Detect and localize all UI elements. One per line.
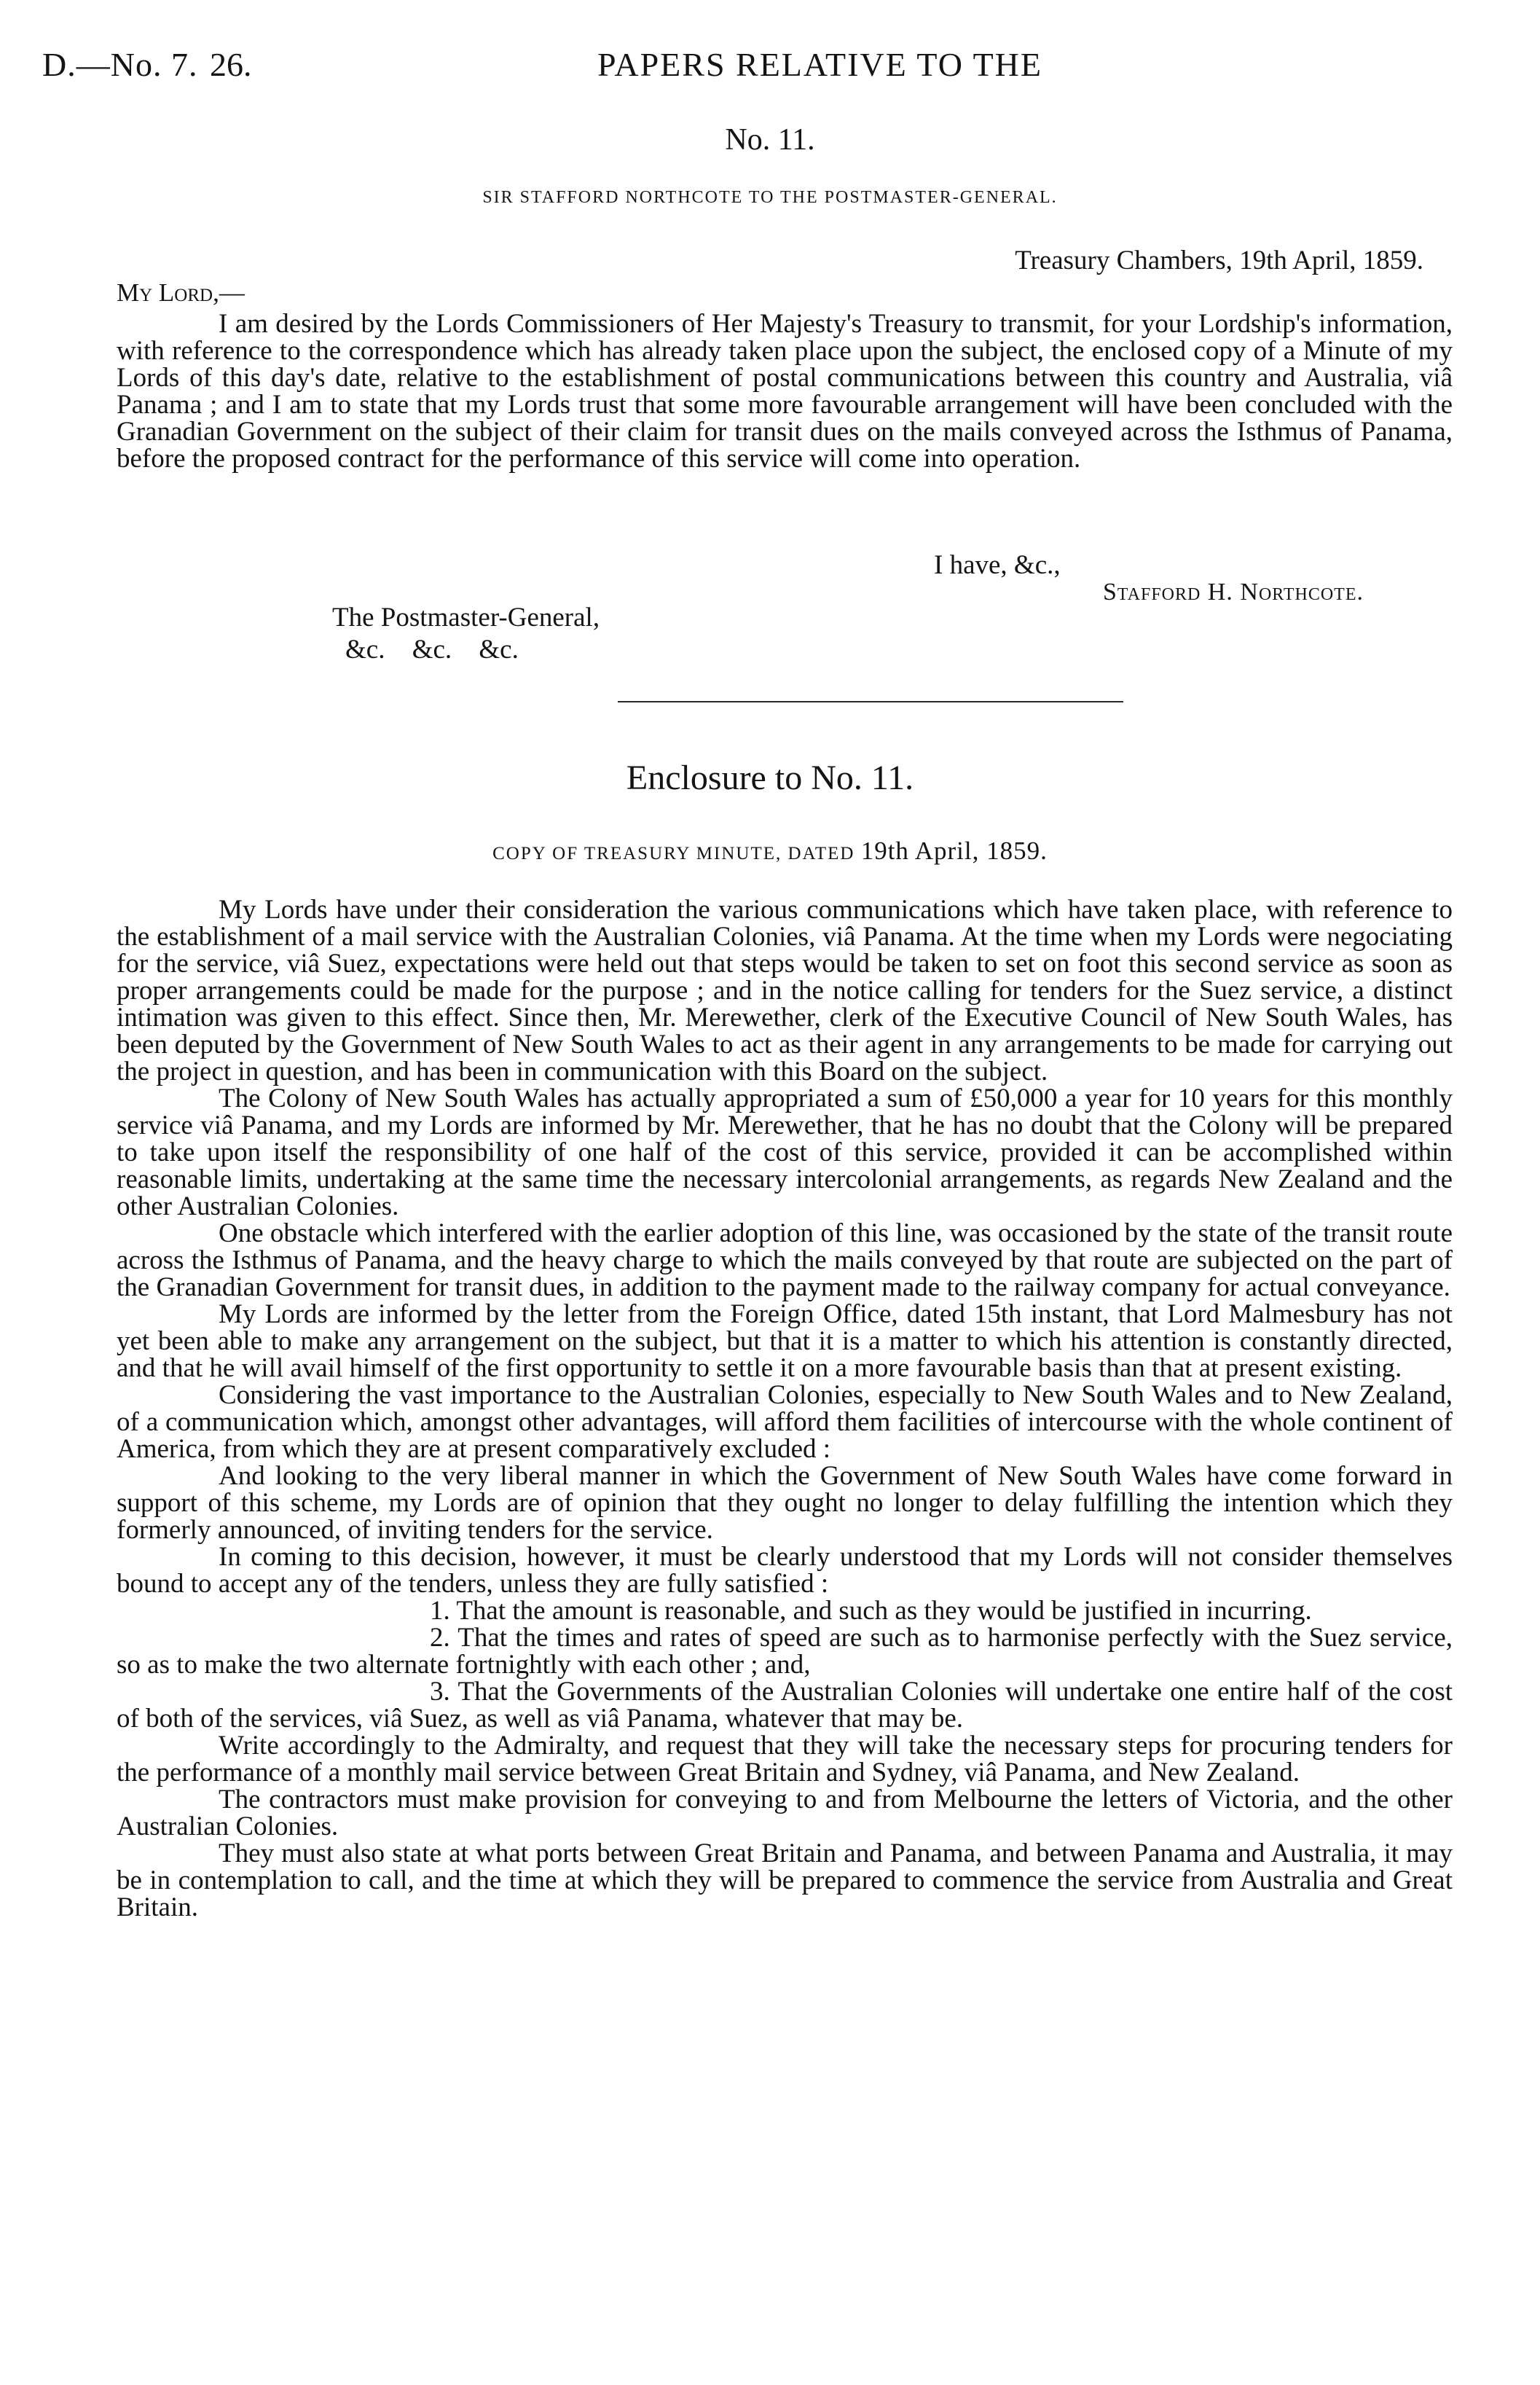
letter-salutation: My Lord,— (117, 278, 245, 307)
letter-signoff: I have, &c., (934, 550, 1061, 580)
minute-heading-prefix: COPY OF TREASURY MINUTE, DATED (492, 844, 855, 863)
minute-body (117, 896, 1453, 1921)
minute-paragraph: One obstacle which interfered with the earlier adoption of this line, was occasioned by the state of the transit route across the Isthmus of Panama, and the heavy charge to which the mails conveyed by that route are subjected on the part of the Granadian Government for transit dues, in addition to the payment made to the railway company for actual conveyance. (117, 1218, 1453, 1302)
minute-paragraph: And looking to the very liberal manner in which the Government of New South Wales have come forward in support of this scheme, my Lords are of opinion that they ought no longer to delay fulfilling the intention which they formerly announced, of inviting tenders for the service. (117, 1461, 1453, 1545)
minute-paragraph: The contractors must make provision for conveying to and from Melbourne the letters of Victoria, and the other Australian Colonies. (117, 1785, 1453, 1841)
minute-paragraph: In coming to this decision, however, it must be clearly understood that my Lords will not consider themselves bound to accept any of the tenders, unless they are fully satisfied : (117, 1542, 1453, 1599)
minute-paragraph: Considering the vast importance to the Australian Colonies, especially to New South Wales and to New Zealand, of a communication which, amongst other advantages, will afford them facilities of intercourse with the whole continent of America, from which they are at present comparatively excluded : (117, 1380, 1453, 1464)
series-number: D.—No. 7. (42, 46, 198, 83)
minute-paragraph: My Lords have under their consideration the various communications which have taken place, with reference to the establishment of a mail service with the Australian Colonies, viâ Panama. At the time when my Lords were negociating for the service, viâ Suez, expectations were held out that steps would be taken to set on foot this second service as soon as proper arrangements could be made for the purpose ; and in the notice calling for tenders for the Suez service, a distinct intimation was given to this effect. Since then, Mr. Merewether, clerk of the Executive Council of New South Wales, has been deputed by the Government of New South Wales to act as their agent in any arrangements to be made for carrying out the project in question, and has been in communication with this Board on the subject. (117, 895, 1453, 1086)
letter-addressee-etc: &c. &c. &c. (345, 635, 519, 665)
minute-heading-date: 19th April, 1859. (860, 837, 1048, 865)
letter-signature: Stafford H. Northcote. (1103, 579, 1364, 606)
minute-paragraph: They must also state at what ports between Great Britain and Panama, and between Panama and Australia, it may be in contemplation to call, and the time at which they will be prepared to commence the service from Australia and Great Britain. (117, 1838, 1453, 1922)
letter-heading: SIR STAFFORD NORTHCOTE TO THE POSTMASTER-GENERAL. (482, 188, 1058, 207)
minute-paragraph: My Lords are informed by the letter from the Foreign Office, dated 15th instant, that Lord Malmesbury has not yet been able to make any arrangement on the subject, but that it is a matter to which his attention is constantly directed, and that he will avail himself of the first opportunity to settle it on a more favourable basis than that at present existing. (117, 1299, 1453, 1383)
minute-heading (0, 837, 1540, 866)
letter-number: No. 11. (725, 123, 815, 157)
letter-dateline: Treasury Chambers, 19th April, 1859. (1015, 246, 1423, 275)
condition-item: 1. That the amount is reasonable, and such as they would be justified in incurring. (430, 1596, 1312, 1626)
minute-paragraph: Write accordingly to the Admiralty, and request that they will take the necessary steps for procuring tenders for the performance of a monthly mail service between Great Britain and Sydney, viâ Panama, and New Zealand. (117, 1731, 1453, 1787)
section-divider (618, 701, 1123, 702)
letter-body-paragraph: I am desired by the Lords Commissioners of Her Majesty's Treasury to transmit, for your Lordship's information, with reference to the correspondence which has already taken place upon the subject, the enclosed copy of a Minute of my Lords of this day's date, relative to the establishment of postal communications between this country and Australia, viâ Panama ; and I am to state that my Lords trust that some more favourable arrangement will have been concluded with the Granadian Government on the subject of their claim for transit dues on the mails conveyed across the Isthmus of Panama, before the proposed contract for the performance of this service will come into operation. (117, 309, 1453, 474)
letter-addressee: The Postmaster-General, (332, 603, 600, 633)
conditions-list (117, 1597, 1453, 1732)
page-number: 26. (210, 46, 252, 83)
condition-item: 3. That the Governments of the Australian Colonies will undertake one entire half of the cost of both of the services, viâ Suez, as well as viâ Panama, whatever that may be. (117, 1677, 1453, 1734)
running-title: PAPERS RELATIVE TO THE (597, 46, 1043, 83)
letter-body (117, 310, 1453, 472)
minute-paragraph: The Colony of New South Wales has actually appropriated a sum of £50,000 a year for 10 years for this monthly service viâ Panama, and my Lords are informed by Mr. Merewether, that he has no doubt that the Colony will be prepared to take upon itself the responsibility of one half of the cost of this service, provided it can be accomplished within reasonable limits, undertaking at the same time the necessary intercolonial arrangements, as regards New Zealand and the other Australian Colonies. (117, 1084, 1453, 1221)
enclosure-title: Enclosure to No. 11. (626, 759, 914, 797)
condition-item: 2. That the times and rates of speed are such as to harmonise perfectly with the Suez service, so as to make the two alternate fortnightly with each other ; and, (117, 1623, 1453, 1680)
